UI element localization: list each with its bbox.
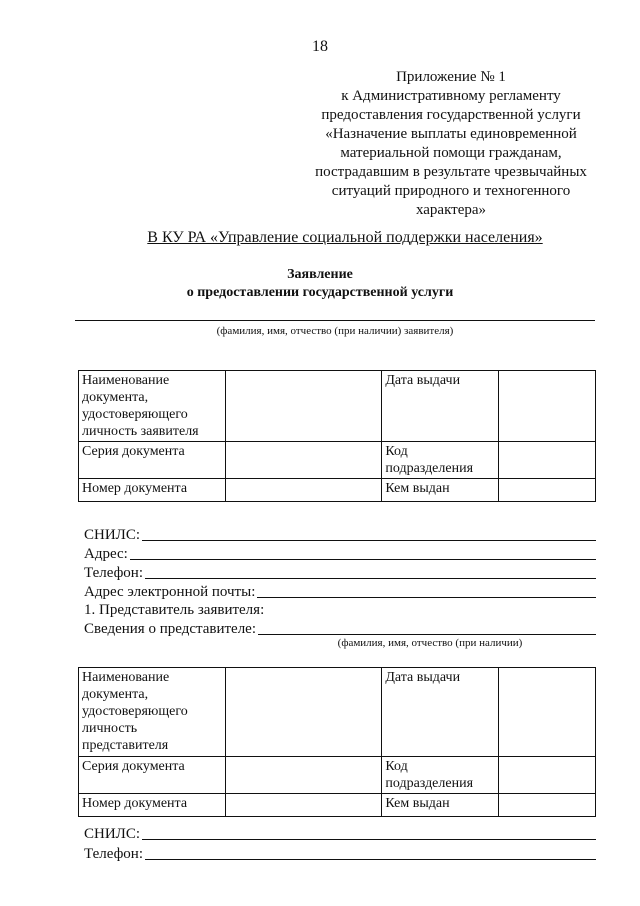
appendix-line: пострадавшим в результате чрезвычайных (315, 164, 587, 180)
table-row (79, 442, 596, 479)
doc-name-label: Наименование документа, удостоверяющего личность представителя (79, 668, 226, 757)
doc-name-label: Наименование документа, удостоверяющего личность заявителя (79, 371, 226, 442)
snils-field (84, 526, 596, 544)
phone-label: Телефон: (84, 565, 143, 581)
recipient-line: В КУ РА «Управление социальной поддержки населения» (147, 229, 543, 246)
number-value (225, 479, 381, 502)
table-row (79, 479, 596, 502)
email-field (84, 583, 596, 601)
issue-date-label: Дата выдачи (382, 371, 499, 442)
number-label: Номер документа (79, 794, 226, 817)
rep-snils-line (142, 838, 596, 840)
title-line-1: Заявление (287, 267, 353, 282)
issued-by-label: Кем выдан (382, 479, 499, 502)
snils-label: СНИЛС: (84, 527, 141, 543)
number-label: Номер документа (79, 479, 226, 502)
appendix-line: к Административному регламенту (341, 88, 561, 104)
address-line (130, 558, 596, 560)
issued-by-label: Кем выдан (382, 794, 499, 817)
division-code-label: Код подразделения (382, 757, 499, 794)
appendix-line: ситуаций природного и техногенного (331, 183, 571, 199)
issued-by-value (499, 479, 596, 502)
representative-name-hint: (фамилия, имя, отчество (при наличии) (337, 637, 523, 649)
number-value (225, 794, 381, 817)
applicant-document-table (78, 370, 596, 502)
appendix-header (300, 68, 602, 220)
applicant-name-line (75, 320, 595, 321)
division-code-label: Код подразделения (382, 442, 499, 479)
appendix-line: характера» (415, 202, 487, 218)
rep-phone-field (84, 845, 596, 863)
issue-date-value (499, 371, 596, 442)
rep-info-label: Сведения о представителе: (84, 621, 257, 637)
rep-phone-label: Телефон: (84, 846, 143, 862)
issue-date-label: Дата выдачи (382, 668, 499, 757)
email-label: Адрес электронной почты: (84, 584, 256, 600)
page-number: 18 (312, 38, 328, 55)
table-row (79, 794, 596, 817)
rep-info-line (258, 633, 596, 635)
series-label: Серия документа (79, 442, 226, 479)
rep-phone-line (145, 858, 596, 860)
division-code-value (499, 442, 596, 479)
phone-line (145, 577, 596, 579)
appendix-line: «Назначение выплаты единовременной (325, 126, 577, 142)
series-value (225, 757, 381, 794)
appendix-line: Приложение № 1 (396, 69, 506, 85)
title-line-2: о предоставлении государственной услуги (186, 285, 454, 300)
address-label: Адрес: (84, 546, 128, 562)
appendix-line: предоставления государственной услуги (321, 107, 581, 123)
table-row (79, 668, 596, 757)
applicant-name-hint: (фамилия, имя, отчество (при наличии) заявителя) (216, 325, 454, 337)
series-label: Серия документа (79, 757, 226, 794)
snils-line (142, 539, 596, 541)
email-line (257, 596, 596, 598)
address-field (84, 545, 596, 563)
phone-field (84, 564, 596, 582)
rep-info-field (84, 620, 596, 638)
rep-snils-label: СНИЛС: (84, 826, 141, 842)
representative-document-table (78, 667, 596, 817)
division-code-value (499, 757, 596, 794)
table-row (79, 757, 596, 794)
table-row (79, 371, 596, 442)
document-title (0, 266, 640, 302)
doc-name-value (225, 668, 381, 757)
rep-snils-field (84, 825, 596, 843)
representative-heading: 1. Представитель заявителя: (84, 602, 265, 618)
series-value (225, 442, 381, 479)
issue-date-value (499, 668, 596, 757)
issued-by-value (499, 794, 596, 817)
appendix-line: материальной помощи гражданам, (340, 145, 562, 161)
doc-name-value (225, 371, 381, 442)
